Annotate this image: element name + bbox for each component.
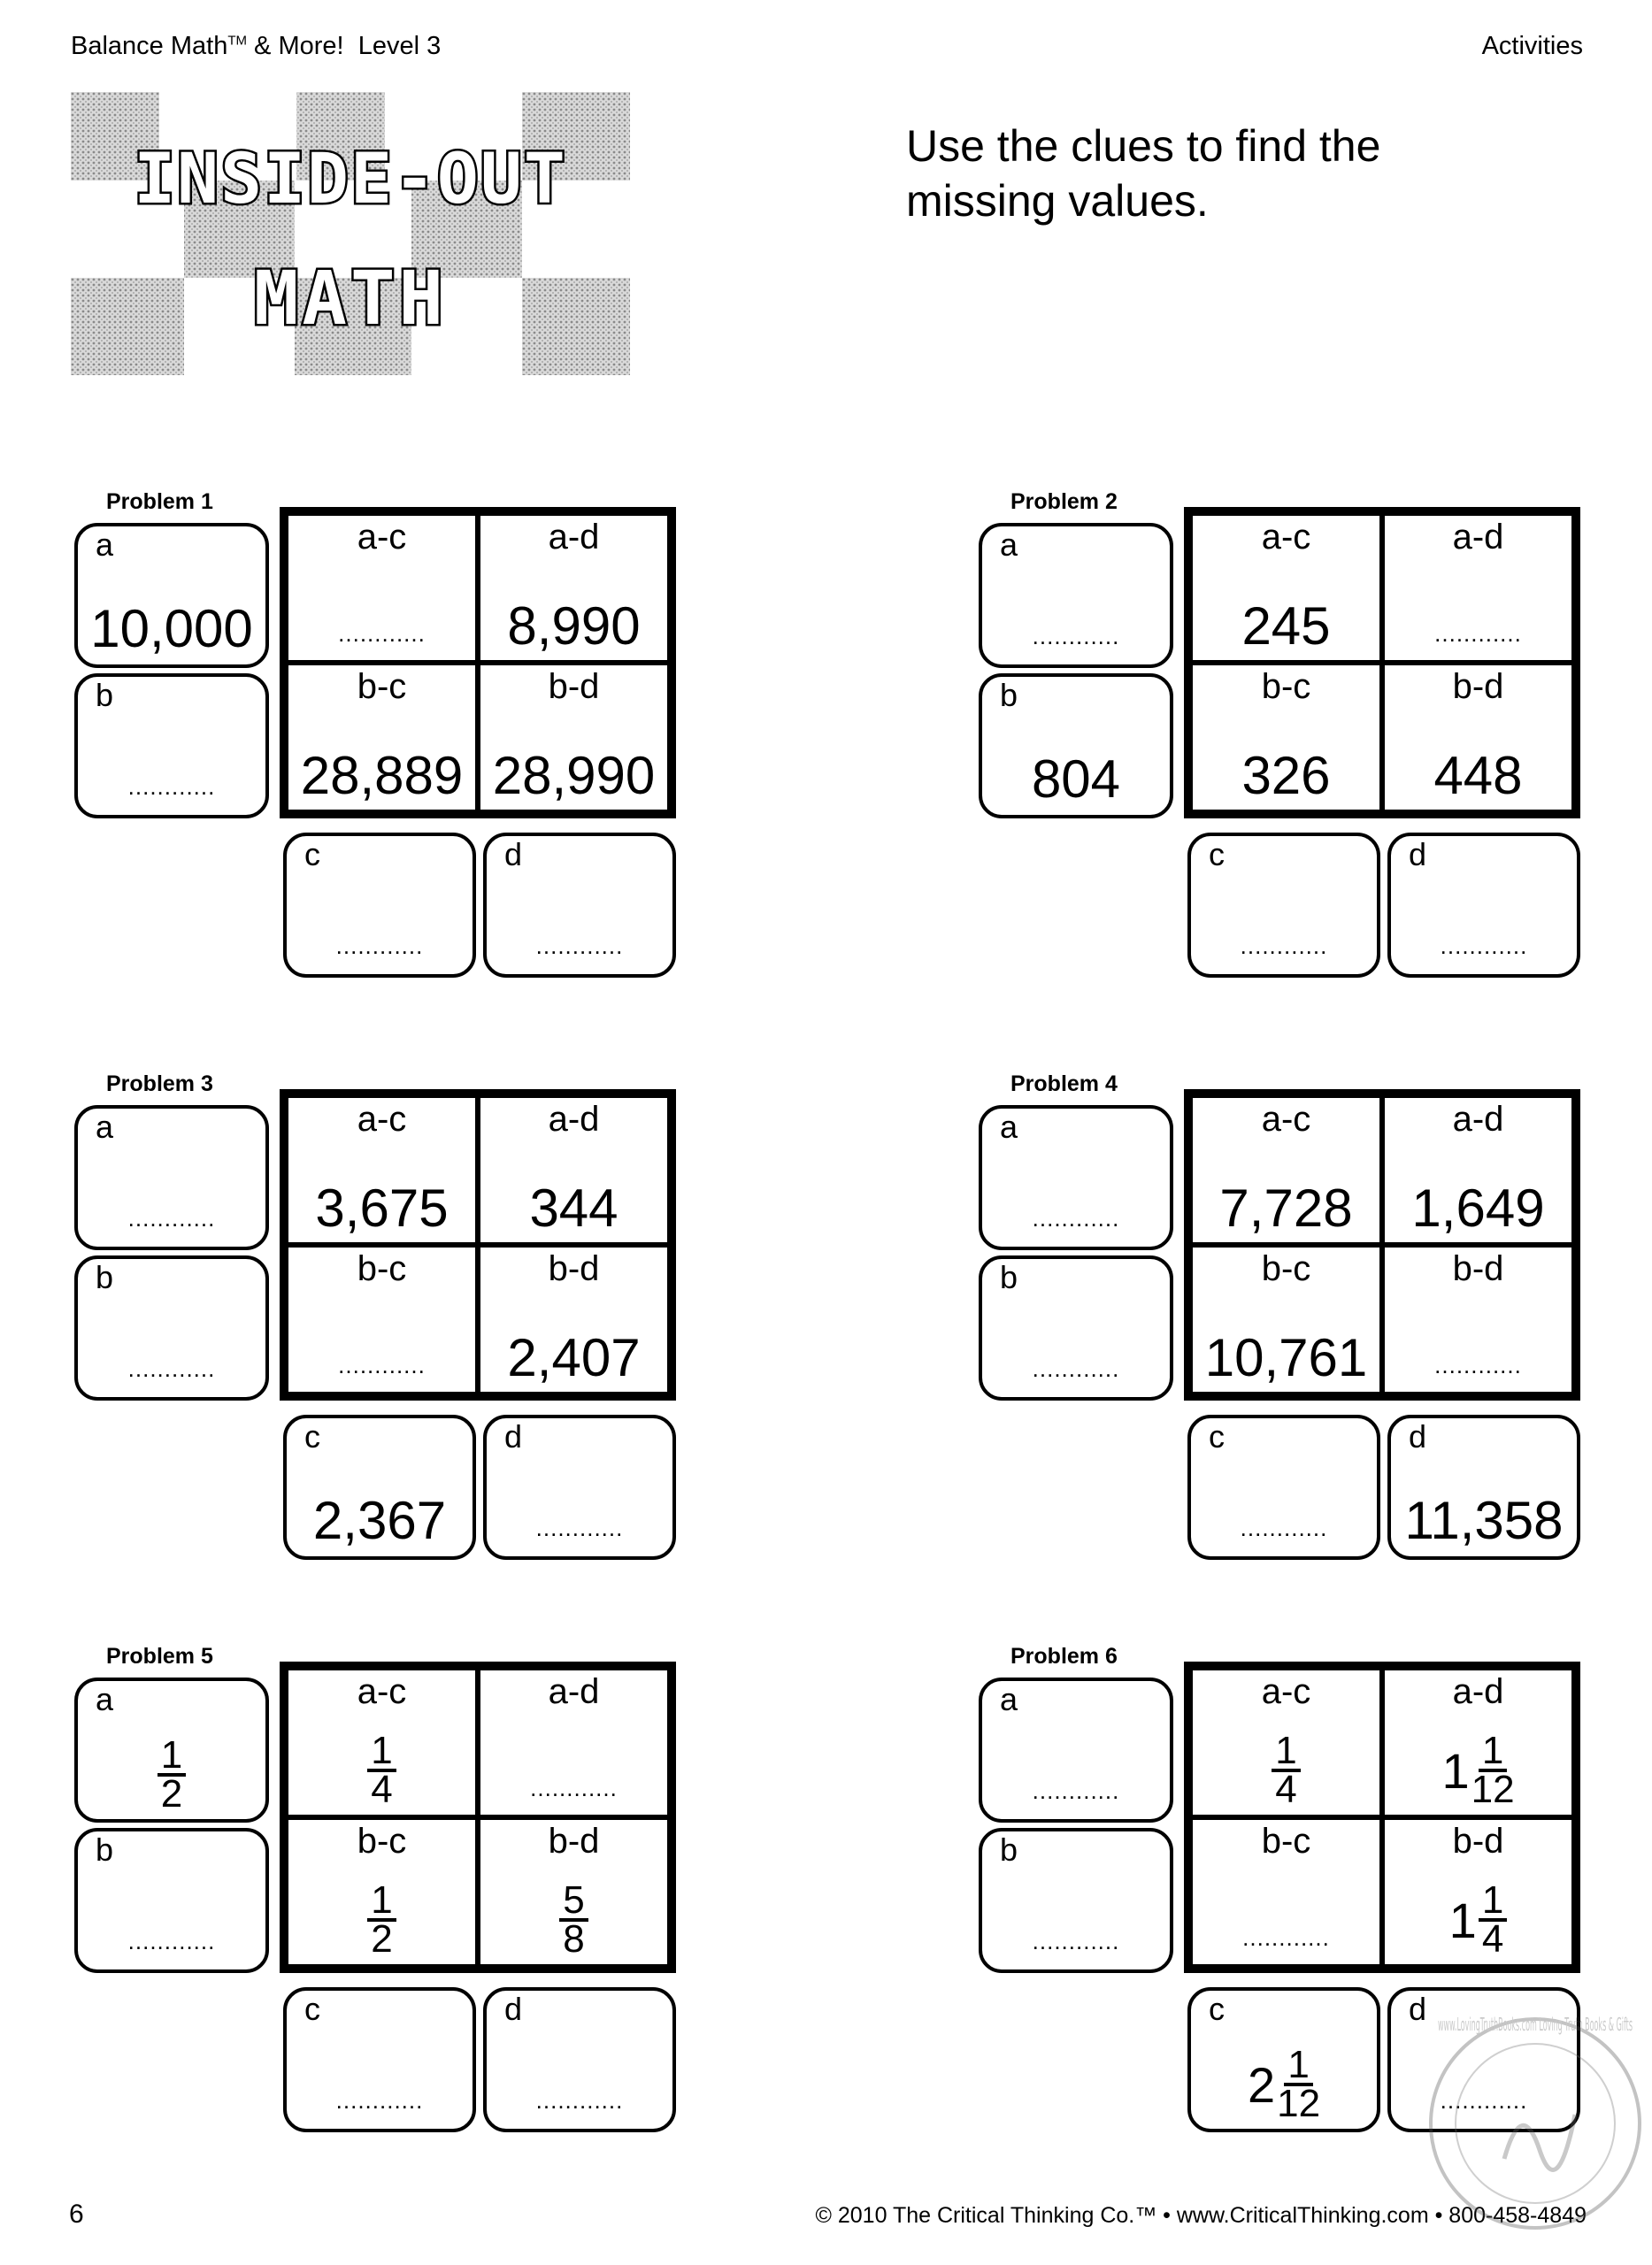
cell-bd [480, 1820, 667, 1964]
given-value: 7,728 [1219, 1179, 1353, 1238]
fraction-value [480, 1878, 667, 1961]
cell-ad[interactable] [1385, 516, 1571, 660]
given-value: 11,358 [1404, 1491, 1564, 1550]
box-label: a-d [548, 1100, 600, 1139]
box-label: b-c [357, 1249, 407, 1288]
given-value: 804 [1031, 749, 1121, 809]
box-label: c [304, 1418, 320, 1455]
cell-bc[interactable] [288, 1248, 475, 1392]
box-label: a-c [1261, 1100, 1311, 1139]
variable-box-d[interactable] [483, 833, 676, 978]
answer-blank[interactable]: ............ [1240, 1515, 1328, 1541]
box-label: a-c [1261, 1672, 1311, 1711]
box-label: a [96, 1681, 114, 1717]
variable-box-c[interactable] [1187, 1415, 1380, 1560]
problem-title: Problem 2 [1010, 489, 1118, 514]
given-value: 245 [1241, 596, 1331, 656]
box-label: b [1000, 677, 1018, 713]
footer-copyright: © 2010 The Critical Thinking Co.™ • www.CriticalThinking.com • 800-458-4849 [815, 2203, 1587, 2228]
inside-out-math-logo [71, 92, 630, 375]
box-label: a-c [357, 518, 407, 557]
difference-grid [1184, 1089, 1580, 1401]
answer-blank[interactable]: ............ [335, 2087, 424, 2114]
box-label: d [1409, 1418, 1427, 1455]
cell-bc [288, 1820, 475, 1964]
page-number: 6 [69, 2200, 84, 2229]
watermark-stamp [1416, 1991, 1652, 2256]
fraction-numerator: 1 [367, 1733, 396, 1772]
fraction-denominator: 4 [1275, 1768, 1297, 1811]
fraction-numerator: 1 [1272, 1733, 1300, 1772]
fraction-denominator: 4 [1481, 1917, 1504, 1961]
variable-box-b[interactable] [979, 1255, 1173, 1401]
cell-bd [1385, 665, 1571, 810]
answer-blank[interactable]: ............ [1434, 1352, 1522, 1378]
box-label: b-d [548, 667, 600, 706]
box-label: b [96, 677, 114, 713]
cell-ad [1385, 1098, 1571, 1242]
answer-blank[interactable]: ............ [530, 1775, 618, 1801]
variable-box-c [1187, 1987, 1380, 2132]
problem-title: Problem 6 [1010, 1644, 1118, 1669]
box-label: b [1000, 1831, 1018, 1868]
given-value: 8,990 [507, 596, 641, 656]
variable-box-c [283, 1415, 476, 1560]
cell-bd [1385, 1820, 1571, 1964]
box-label: b-d [1452, 1822, 1504, 1861]
cell-ad [480, 1098, 667, 1242]
box-label: c [1209, 1418, 1225, 1455]
header-section: Activities [1481, 32, 1583, 60]
difference-grid [280, 1089, 676, 1401]
fraction-value [288, 1729, 475, 1811]
answer-blank[interactable]: ............ [338, 620, 426, 647]
difference-grid [1184, 1662, 1580, 1973]
box-label: a-d [1452, 1672, 1504, 1711]
cell-ac [1193, 1670, 1379, 1815]
problem-title: Problem 5 [106, 1644, 213, 1669]
fraction-value [288, 1878, 475, 1961]
cell-ad [1385, 1670, 1571, 1815]
given-value: 1,649 [1411, 1179, 1545, 1238]
fraction-denominator: 12 [1277, 2082, 1321, 2125]
difference-grid [280, 1662, 676, 1973]
given-value: 3,675 [315, 1179, 449, 1238]
box-label: c [304, 1991, 320, 2027]
given-value: 2,407 [507, 1328, 641, 1387]
box-label: a-d [1452, 518, 1504, 557]
answer-blank[interactable]: ............ [338, 1352, 426, 1378]
box-label: a-c [357, 1672, 407, 1711]
svg-text:www.LovingTruthBooks.com Lovi: www.LovingTruthBooks.com Loving Truth Books & Gifts [1438, 2014, 1633, 2035]
box-label: a-d [1452, 1100, 1504, 1139]
fraction-numerator: 1 [367, 1883, 396, 1922]
box-label: d [504, 1991, 523, 2027]
fraction-numerator: 5 [559, 1883, 588, 1922]
box-label: b-c [1261, 667, 1311, 706]
box-label: b-d [1452, 1249, 1504, 1288]
box-label: b-c [357, 667, 407, 706]
variable-box-a[interactable] [979, 523, 1173, 668]
fraction-value [1385, 1878, 1571, 1961]
cell-ad [480, 516, 667, 660]
cell-bc [288, 665, 475, 810]
answer-blank[interactable]: ............ [127, 1355, 216, 1382]
difference-grid [280, 507, 676, 818]
box-label: b [96, 1831, 114, 1868]
header-title: Balance Math™ & More! Level 3 [71, 32, 442, 60]
variable-box-b[interactable] [74, 673, 269, 818]
box-label: a-d [548, 518, 600, 557]
given-value: 10,000 [90, 599, 253, 658]
answer-blank[interactable]: ............ [535, 2087, 624, 2114]
box-label: b-d [1452, 667, 1504, 706]
instructions: Use the clues to find the missing values. [906, 121, 1381, 226]
fraction-denominator: 12 [1471, 1768, 1515, 1811]
cell-ad[interactable] [480, 1670, 667, 1815]
box-label: b-c [1261, 1249, 1311, 1288]
problem-4 [975, 1071, 1594, 1567]
answer-blank[interactable]: ............ [1434, 620, 1522, 647]
fraction-value [1191, 2043, 1377, 2125]
variable-box-d[interactable] [483, 1987, 676, 2132]
box-label: a [96, 1109, 114, 1145]
answer-blank[interactable]: ............ [1240, 933, 1328, 959]
given-value: 344 [529, 1179, 619, 1238]
cell-bc [1193, 665, 1379, 810]
problem-3 [71, 1071, 690, 1567]
fraction-whole: 2 [1247, 2056, 1276, 2113]
cell-ac [288, 1098, 475, 1242]
fraction-value [1193, 1729, 1379, 1811]
cell-ac[interactable] [288, 516, 475, 660]
answer-blank[interactable]: ............ [535, 1515, 624, 1541]
box-label: d [504, 836, 523, 872]
fraction-denominator: 8 [563, 1917, 585, 1961]
fraction-numerator: 1 [1479, 1883, 1507, 1922]
box-label: b-d [548, 1822, 600, 1861]
cell-ac [288, 1670, 475, 1815]
cell-bd[interactable] [1385, 1248, 1571, 1392]
fraction-numerator: 1 [1284, 2047, 1312, 2086]
svg-text:INSIDE-OUT: INSIDE-OUT [134, 140, 567, 219]
fraction-numerator: 1 [158, 1738, 186, 1777]
variable-box-b[interactable] [979, 1828, 1173, 1973]
difference-grid [1184, 507, 1580, 818]
answer-blank[interactable]: ............ [1032, 1355, 1120, 1382]
answer-blank[interactable]: ............ [127, 773, 216, 800]
fraction-denominator: 2 [160, 1772, 183, 1816]
given-value: 448 [1433, 746, 1523, 805]
fraction-value [78, 1733, 265, 1816]
box-label: a [96, 526, 114, 563]
variable-box-c[interactable] [1187, 833, 1380, 978]
cell-bd [480, 665, 667, 810]
variable-box-b[interactable] [74, 1255, 269, 1401]
problem-title: Problem 1 [106, 489, 213, 514]
answer-blank[interactable]: ............ [535, 933, 624, 959]
cell-bd [480, 1248, 667, 1392]
variable-box-d[interactable] [483, 1415, 676, 1560]
variable-box-b[interactable] [74, 1828, 269, 1973]
box-label: a [1000, 1109, 1018, 1145]
answer-blank[interactable]: ............ [1032, 1205, 1120, 1232]
given-value: 326 [1241, 746, 1331, 805]
box-label: a-d [548, 1672, 600, 1711]
fraction-denominator: 2 [371, 1917, 393, 1961]
fraction-whole: 1 [1448, 1892, 1477, 1948]
variable-box-b [979, 673, 1173, 818]
box-label: b-c [357, 1822, 407, 1861]
problem-title: Problem 4 [1010, 1071, 1118, 1096]
answer-blank[interactable]: ............ [1440, 2087, 1528, 2114]
given-value: 2,367 [312, 1491, 447, 1550]
box-label: a [1000, 526, 1018, 563]
answer-blank[interactable]: ............ [127, 1928, 216, 1954]
svg-text:MATH: MATH [253, 255, 448, 342]
problem-2 [975, 489, 1594, 985]
problem-title: Problem 3 [106, 1071, 213, 1096]
answer-blank[interactable]: ............ [1032, 623, 1120, 649]
cell-bc[interactable] [1193, 1820, 1379, 1964]
given-value: 10,761 [1204, 1328, 1368, 1387]
box-label: d [1409, 1991, 1427, 2027]
answer-blank[interactable]: ............ [1440, 933, 1528, 959]
fraction-whole: 1 [1441, 1742, 1470, 1799]
given-value: 28,990 [492, 746, 656, 805]
variable-box-a[interactable] [74, 1105, 269, 1250]
box-label: c [1209, 836, 1225, 872]
given-value: 28,889 [300, 746, 464, 805]
problem-1 [71, 489, 690, 985]
box-label: b-d [548, 1249, 600, 1288]
fraction-value [1385, 1729, 1571, 1811]
box-label: b [96, 1259, 114, 1295]
variable-box-a [74, 1678, 269, 1823]
box-label: b [1000, 1259, 1018, 1295]
cell-ac [1193, 516, 1379, 660]
variable-box-c[interactable] [283, 1987, 476, 2132]
box-label: c [1209, 1991, 1225, 2027]
box-label: d [1409, 836, 1427, 872]
problem-5 [71, 1644, 690, 2139]
variable-box-c[interactable] [283, 833, 476, 978]
answer-blank[interactable]: ............ [127, 1205, 216, 1232]
box-label: b-c [1261, 1822, 1311, 1861]
fraction-denominator: 4 [371, 1768, 393, 1811]
box-label: d [504, 1418, 523, 1455]
answer-blank[interactable]: ............ [1242, 1924, 1330, 1951]
cell-bc [1193, 1248, 1379, 1392]
fraction-numerator: 1 [1479, 1733, 1507, 1772]
box-label: c [304, 836, 320, 872]
box-label: a-c [357, 1100, 407, 1139]
box-label: a [1000, 1681, 1018, 1717]
answer-blank[interactable]: ............ [335, 933, 424, 959]
answer-blank[interactable]: ............ [1032, 1928, 1120, 1954]
box-label: a-c [1261, 518, 1311, 557]
variable-box-d [1387, 1415, 1580, 1560]
answer-blank[interactable]: ............ [1032, 1777, 1120, 1804]
variable-box-a[interactable] [979, 1678, 1173, 1823]
cell-ac [1193, 1098, 1379, 1242]
variable-box-d[interactable] [1387, 833, 1580, 978]
variable-box-a [74, 523, 269, 668]
variable-box-a[interactable] [979, 1105, 1173, 1250]
